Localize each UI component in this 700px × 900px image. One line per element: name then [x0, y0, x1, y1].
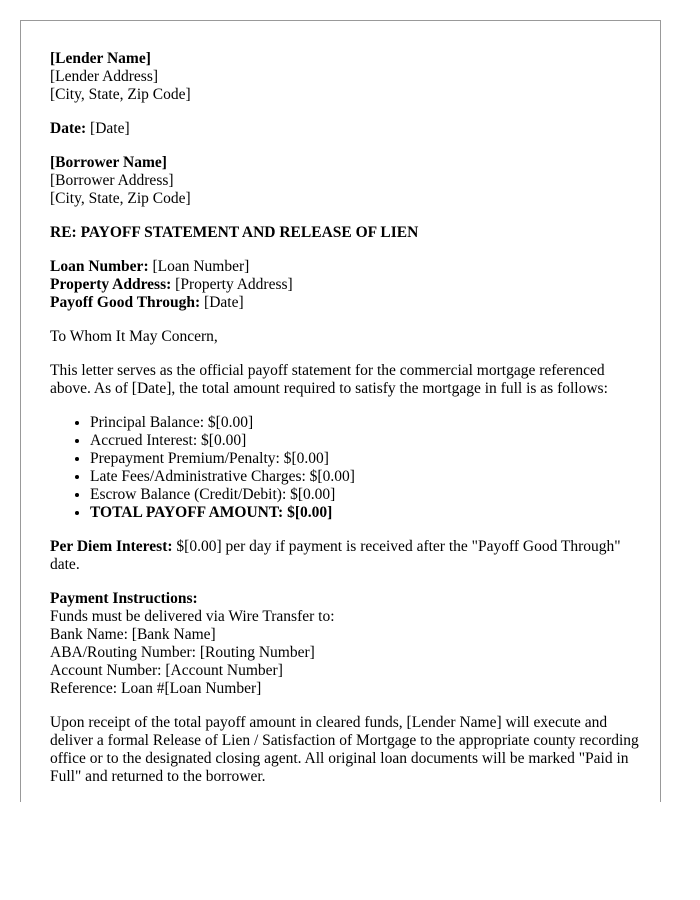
lender-city-state-zip: [City, State, Zip Code]: [50, 86, 191, 103]
per-diem-label: Per Diem Interest:: [50, 538, 173, 555]
payoff-good-through-value: [Date]: [204, 294, 244, 311]
payment-instructions-block: [50, 590, 640, 698]
total-payoff-item: • TOTAL PAYOFF AMOUNT: $[0.00]: [90, 504, 640, 522]
property-address-value: [Property Address]: [175, 276, 293, 293]
loan-number-label: Loan Number:: [50, 258, 149, 275]
borrower-name: [Borrower Name]: [50, 154, 167, 171]
payoff-good-through-label: Payoff Good Through:: [50, 294, 201, 311]
bank-name-line: Bank Name: [Bank Name]: [50, 626, 216, 643]
payoff-item: • Principal Balance: $[0.00]: [90, 414, 640, 432]
property-address-line: [50, 276, 640, 294]
salutation: To Whom It May Concern,: [50, 328, 218, 345]
account-number-line: Account Number: [Account Number]: [50, 662, 283, 679]
lender-block: [50, 50, 640, 104]
reference-line: Reference: Loan #[Loan Number]: [50, 680, 262, 697]
payment-instructions-heading: Payment Instructions:: [50, 590, 198, 607]
payoff-item: • Late Fees/Administrative Charges: $[0.00]: [90, 468, 640, 486]
per-diem-paragraph: [50, 538, 640, 574]
subject-line: RE: PAYOFF STATEMENT AND RELEASE OF LIEN: [50, 224, 419, 241]
release-paragraph: Upon receipt of the total payoff amount in cleared funds, [Lender Name] will execute and deliver a formal Release of Lien / Satisfaction of Mortgage to the appropriate county recording office or to the designated closing agent. All original loan documents will be marked "Paid in Full" and returned to the borrower.: [50, 714, 639, 785]
intro-paragraph: This letter serves as the official payoff statement for the commercial mortgage referenced above. As of [Date], the total amount required to satisfy the mortgage in full is as follows:: [50, 362, 608, 397]
borrower-address: [Borrower Address]: [50, 172, 174, 189]
lender-address: [Lender Address]: [50, 68, 159, 85]
payoff-item: • Accrued Interest: $[0.00]: [90, 432, 640, 450]
payoff-items-list: [50, 414, 640, 522]
letter-page: [20, 20, 661, 802]
loan-number-value: [Loan Number]: [152, 258, 250, 275]
payoff-item: • Prepayment Premium/Penalty: $[0.00]: [90, 450, 640, 468]
borrower-block: [50, 154, 640, 208]
property-address-label: Property Address:: [50, 276, 172, 293]
date-value: [Date]: [90, 120, 130, 137]
borrower-city-state-zip: [City, State, Zip Code]: [50, 190, 191, 207]
payment-instruction-line: Funds must be delivered via Wire Transfer to:: [50, 608, 335, 625]
letter-content: [50, 50, 640, 802]
date-label: Date:: [50, 120, 87, 137]
loan-number-line: [50, 258, 640, 276]
lender-name: [Lender Name]: [50, 50, 151, 67]
date-line: [50, 120, 640, 138]
per-diem-text: $[0.00] per day if payment is received after the "Payoff Good Through" date.: [50, 538, 621, 573]
payoff-item: • Escrow Balance (Credit/Debit): $[0.00]: [90, 486, 640, 504]
loan-info-block: [50, 258, 640, 312]
payoff-good-through-line: [50, 294, 640, 312]
routing-number-line: ABA/Routing Number: [Routing Number]: [50, 644, 315, 661]
